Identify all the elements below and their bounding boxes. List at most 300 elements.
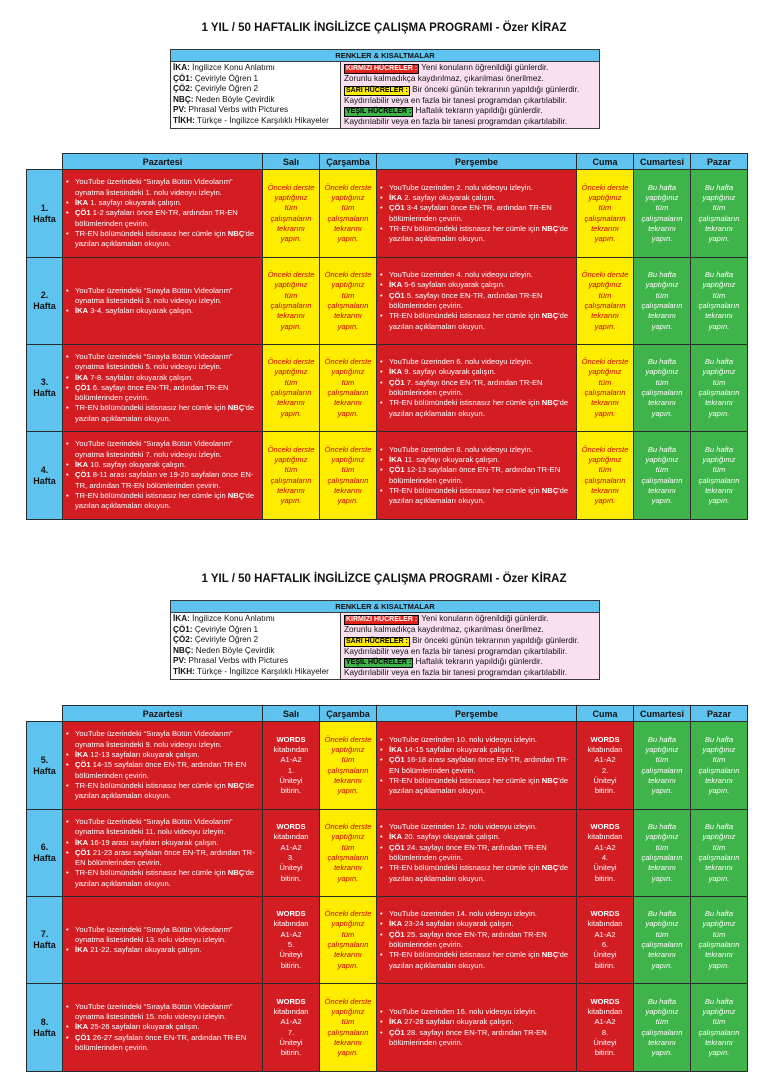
task-item — [66, 848, 259, 869]
cell-line: yaptığınız — [331, 744, 365, 754]
cell-line: çalışmaların — [698, 853, 740, 862]
week-number: 1. — [40, 202, 49, 213]
task-item — [380, 270, 573, 280]
week-row — [27, 170, 748, 258]
task-text: TR-EN bölümündeki istisnasız her cümle için — [389, 311, 542, 321]
cell-line: yapın. — [651, 873, 673, 883]
task-text: TR-EN bölümündeki istisnasız her cümle için — [75, 403, 228, 413]
task-item — [66, 838, 259, 848]
cell-line: tekrarını — [705, 775, 733, 785]
book-abbrev: ÇÖ1 — [389, 1027, 405, 1037]
cell-line: kitabından — [273, 744, 309, 754]
task-text: 'de yazılan açıklamaları okuyun. — [75, 228, 255, 249]
tuesday-cell — [263, 984, 320, 1072]
cell-line: tüm — [598, 203, 612, 213]
legend-body — [171, 613, 599, 679]
task-text: YouTube üzerindeki “Sırayla Bütün Videolarım” oynatma listesindeki 3. nolu videoyu izleyin. — [75, 285, 233, 305]
task-item — [380, 183, 573, 193]
saturday-cell — [634, 722, 691, 810]
cell-line: yapın. — [651, 786, 673, 796]
abbreviation-item — [173, 105, 338, 116]
cell-line: Önceki derste — [324, 734, 372, 744]
week-number: 6. — [40, 842, 49, 852]
task-text: 2. sayfayı okuyarak çalışın. — [402, 192, 496, 202]
week-label — [27, 432, 63, 520]
saturday-cell — [634, 258, 691, 345]
abbreviation-key: İKA: — [173, 614, 190, 623]
task-list — [380, 1007, 573, 1048]
words-title: WORDS — [276, 909, 306, 919]
sunday-cell — [691, 722, 748, 810]
wednesday-cell — [320, 345, 377, 432]
abbreviation-text: Neden Böyle Çevirdik — [193, 645, 275, 655]
cell-line: çalışmaların — [698, 213, 740, 223]
green-cells-note: Kaydırılabilir veya en fazla bir tanesi programdan çıkartılabilir. — [344, 117, 567, 127]
cell-line: tüm — [341, 465, 355, 475]
abbreviation-key: PV: — [173, 656, 187, 666]
abbreviation-key: ÇÖ2: — [173, 84, 193, 94]
task-text: TR-EN bölümündeki istisnasız her cümle için — [389, 863, 542, 873]
book-abbrev: NBÇ — [227, 403, 245, 413]
week-row — [27, 897, 748, 984]
task-item — [66, 177, 259, 198]
cell-line: tüm — [655, 377, 669, 387]
cell-line: kitabından — [587, 744, 623, 754]
book-abbrev: ÇÖ1 — [389, 377, 405, 387]
green-cells-note: Kaydırılabilir veya en fazla bir tanesi programdan çıkartılabilir. — [344, 668, 567, 678]
task-text: TR-EN bölümündeki istisnasız her cümle için — [389, 398, 542, 408]
saturday-cell — [634, 810, 691, 897]
cell-line: kitabından — [273, 919, 309, 929]
cell-line: yapın. — [651, 496, 673, 506]
book-abbrev: NBÇ — [541, 950, 559, 960]
task-item — [380, 755, 573, 776]
task-text: 24. sayfayı önce EN-TR, ardından TR-EN bölümlerinden çevirin. — [389, 842, 547, 862]
cell-line: yapın. — [594, 496, 616, 506]
day-header: Çarşamba — [320, 706, 377, 722]
cell-line: tekrarını — [648, 1037, 676, 1047]
task-text: TR-EN bölümündeki istisnasız her cümle için — [75, 490, 228, 500]
abbreviation-key: PV: — [173, 105, 187, 115]
cell-line: yapın. — [594, 321, 616, 331]
color-legend — [341, 62, 599, 128]
task-list — [380, 909, 573, 971]
wednesday-cell — [320, 897, 377, 984]
day-header: Cumartesi — [634, 706, 691, 722]
cell-line: yapın. — [337, 1048, 359, 1058]
cell-line: tekrarını — [334, 1037, 362, 1047]
book-abbrev: İKA — [389, 280, 403, 290]
cell-line: çalışmaların — [327, 765, 369, 775]
task-item — [66, 229, 259, 250]
day-header: Pazar — [691, 706, 748, 722]
task-list — [380, 270, 573, 332]
task-text: YouTube üzerinden 10. nolu videoyu izleyin. — [389, 734, 538, 744]
cell-line: tekrarını — [705, 863, 733, 873]
cell-line: yaptığınız — [645, 919, 679, 929]
unit-number: 2. — [601, 765, 609, 775]
task-text: 8-11 arası sayfaları ve 19-20 sayfaları önce EN-TR, ardından TR-EN bölümlerinden çevirin. — [75, 470, 254, 490]
cell-line: bitirin. — [594, 1048, 616, 1058]
cell-line: tüm — [655, 1017, 669, 1027]
task-text: 6. sayfayı önce EN-TR, ardından TR-EN bölümlerinden çevirin. — [75, 382, 229, 403]
book-abbrev: İKA — [389, 832, 403, 842]
cell-line: Üniteyi — [593, 775, 617, 785]
cell-line: tüm — [655, 842, 669, 852]
cell-line: tüm — [284, 465, 298, 475]
cell-line: Bu hafta — [704, 996, 734, 1006]
abbreviation-text: Çeviriyle Öğren 1 — [192, 73, 259, 83]
cell-line: çalışmaların — [327, 388, 369, 397]
week-label — [27, 810, 63, 897]
cell-line: yapın. — [280, 408, 302, 418]
yellow-cells-note: Kaydırılabilir veya en fazla bir tanesi programdan çıkartılabilir. — [344, 646, 567, 656]
cell-line: Önceki derste — [324, 182, 372, 192]
abbreviation-key: TİKH: — [173, 115, 195, 125]
cell-line: çalışmaların — [327, 1027, 369, 1037]
abbreviation-key: ÇÖ2: — [173, 635, 193, 645]
cell-line: tüm — [341, 203, 355, 213]
unit-number: 7. — [287, 1027, 295, 1037]
task-item — [66, 781, 259, 802]
book-abbrev: İKA — [389, 454, 403, 464]
cell-line: Üniteyi — [279, 863, 303, 873]
book-abbrev: ÇÖ1 — [75, 208, 91, 218]
abbreviation-item — [173, 625, 338, 636]
book-abbrev: NBÇ — [227, 868, 245, 878]
task-item — [66, 439, 259, 460]
cell-line: Önceki derste — [581, 270, 629, 280]
abbreviation-list — [171, 62, 341, 128]
task-item — [380, 311, 573, 332]
header-corner — [27, 154, 63, 170]
cell-line: yaptığınız — [645, 367, 679, 377]
book-abbrev: NBÇ — [227, 780, 245, 790]
abbreviation-item — [173, 667, 338, 678]
cell-line: çalışmaların — [698, 765, 740, 775]
cell-line: Önceki derste — [267, 444, 315, 454]
legend-box — [170, 49, 600, 129]
task-item — [66, 817, 259, 838]
day-header: Pazartesi — [63, 706, 263, 722]
task-text: TR-EN bölümündeki istisnasız her cümle için — [389, 950, 542, 960]
tuesday-cell — [263, 345, 320, 432]
tuesday-cell — [263, 170, 320, 258]
legend-header: RENKLER & KISALTMALAR — [171, 50, 599, 62]
book-abbrev: İKA — [75, 750, 89, 760]
page-title: 1 YIL / 50 HAFTALIK İNGİLİZCE ÇALIŞMA PROGRAMI - Özer KİRAZ — [201, 573, 567, 585]
task-list — [66, 817, 259, 889]
cell-line: çalışmaların — [641, 1027, 683, 1037]
cell-line: tüm — [712, 842, 726, 852]
thursday-cell — [377, 170, 577, 258]
monday-cell — [63, 170, 263, 258]
book-abbrev: NBÇ — [541, 863, 559, 873]
yellow-cells-text: Bir önceki günün tekrarının yapıldığı günlerdir. — [409, 84, 580, 94]
sunday-cell — [691, 897, 748, 984]
cell-line: tekrarını — [334, 311, 362, 321]
unit-number: 8. — [601, 1027, 609, 1037]
book-abbrev: NBÇ — [541, 223, 559, 233]
cell-line: yaptığınız — [588, 280, 622, 290]
book-abbrev: ÇÖ1 — [389, 290, 405, 300]
cell-line: tüm — [712, 465, 726, 475]
task-list — [380, 357, 573, 419]
thursday-cell — [377, 258, 577, 345]
cell-line: tüm — [655, 203, 669, 213]
wednesday-cell — [320, 432, 377, 520]
book-abbrev: NBÇ — [541, 485, 559, 495]
cell-line: tekrarını — [334, 398, 362, 408]
cell-line: yaptığınız — [702, 280, 736, 290]
task-item — [380, 745, 573, 755]
task-item — [380, 398, 573, 419]
task-item — [380, 832, 573, 842]
cell-line: tekrarını — [648, 223, 676, 233]
cell-line: tüm — [712, 1017, 726, 1027]
header-corner — [27, 706, 63, 722]
wednesday-cell — [320, 258, 377, 345]
task-item — [380, 203, 573, 224]
task-list — [66, 177, 259, 249]
cell-line: Önceki derste — [581, 182, 629, 192]
cell-line: bitirin. — [280, 786, 302, 796]
cell-line: yapın. — [337, 786, 359, 796]
cell-line: tüm — [712, 377, 726, 387]
cell-line: Önceki derste — [324, 822, 372, 832]
page-title: 1 YIL / 50 HAFTALIK İNGİLİZCE ÇALIŞMA PROGRAMI - Özer KİRAZ — [201, 22, 567, 34]
cell-line: Bu hafta — [647, 909, 677, 919]
day-header: Salı — [263, 154, 320, 170]
cell-line: kitabından — [587, 1006, 623, 1016]
cell-line: çalışmaların — [641, 213, 683, 223]
legend-box — [170, 600, 600, 680]
color-legend — [341, 613, 599, 679]
cell-line: yapın. — [280, 234, 302, 244]
task-text: YouTube üzerinden 12. nolu videoyu izleyin. — [389, 822, 538, 832]
task-text: 9. sayfayı okuyarak çalışın. — [402, 367, 496, 377]
yellow-cells-tag: SARI HÜCRELER : — [346, 637, 408, 645]
day-header: Pazartesi — [63, 154, 263, 170]
cell-line: çalışmaların — [698, 475, 740, 485]
abbreviation-text: Türkçe - İngilizce Karşılıklı Hikayeler — [194, 666, 329, 676]
cell-line: yapın. — [651, 960, 673, 970]
cell-line: tüm — [655, 929, 669, 939]
thursday-cell — [377, 984, 577, 1072]
cell-line: Bu hafta — [704, 357, 734, 367]
task-item — [380, 863, 573, 884]
task-item — [66, 403, 259, 424]
cell-line: çalışmaların — [327, 940, 369, 949]
words-title: WORDS — [276, 734, 306, 744]
color-legend-green — [344, 657, 596, 668]
task-text: 'de yazılan açıklamaları okuyun. — [389, 485, 569, 506]
thursday-cell — [377, 810, 577, 897]
book-abbrev: ÇÖ1 — [389, 842, 405, 852]
header-row — [27, 706, 748, 722]
task-list — [380, 183, 573, 245]
abbreviation-key: NBÇ: — [173, 94, 194, 104]
monday-cell — [63, 984, 263, 1072]
cell-line: yaptığınız — [274, 280, 308, 290]
day-header: Perşembe — [377, 154, 577, 170]
cell-line: kitabından — [587, 832, 623, 842]
monday-cell — [63, 897, 263, 984]
task-item — [66, 383, 259, 404]
task-text: YouTube üzerinden 8. nolu videoyu izleyin. — [389, 444, 533, 454]
cell-line: çalışmaların — [270, 388, 312, 397]
cell-line: Önceki derste — [324, 909, 372, 919]
task-item — [380, 919, 573, 929]
week-word: Hafta — [33, 301, 56, 311]
task-item — [66, 198, 259, 208]
abbreviation-list — [171, 613, 341, 679]
week-row — [27, 722, 748, 810]
abbreviation-text: Çeviriyle Öğren 2 — [192, 635, 259, 645]
task-item — [380, 291, 573, 312]
words-title: WORDS — [590, 996, 620, 1006]
task-text: 21-22. sayfaları okuyarak çalışın. — [88, 945, 202, 955]
task-text: 3-4. sayfaları okuyarak çalışın. — [88, 306, 194, 316]
legend-header: RENKLER & KISALTMALAR — [171, 601, 599, 613]
abbreviation-item — [173, 614, 338, 625]
cell-line: tekrarını — [705, 398, 733, 408]
task-item — [380, 357, 573, 367]
book-abbrev: İKA — [75, 198, 89, 208]
cell-line: yaptığınız — [702, 367, 736, 377]
cell-line: yaptığınız — [331, 919, 365, 929]
cell-line: yapın. — [337, 496, 359, 506]
color-legend-green — [344, 106, 596, 117]
cell-line: yapın. — [337, 321, 359, 331]
abbreviation-item — [173, 646, 338, 657]
task-item — [380, 909, 573, 919]
cell-line: Bu hafta — [647, 734, 677, 744]
cell-line: kitabından — [273, 1006, 309, 1016]
cell-line: çalışmaların — [584, 475, 626, 485]
task-item — [66, 729, 259, 750]
abbreviation-item — [173, 74, 338, 85]
cell-line: Önceki derste — [324, 444, 372, 454]
day-header: Salı — [263, 706, 320, 722]
cell-line: tüm — [341, 755, 355, 765]
task-text: 5-6 sayfaları okuyarak çalışın. — [402, 280, 506, 290]
task-item — [380, 950, 573, 971]
abbreviation-key: TİKH: — [173, 666, 195, 676]
saturday-cell — [634, 345, 691, 432]
cell-line: Bu hafta — [704, 822, 734, 832]
task-text: YouTube üzerinden 2. nolu videoyu izleyin. — [389, 182, 533, 192]
book-abbrev: İKA — [75, 306, 89, 316]
task-text: 26-27 sayfaları önce EN-TR, ardından TR-EN bölümlerinden çevirin. — [75, 1032, 247, 1052]
abbreviation-text: Çeviriyle Öğren 2 — [192, 84, 259, 94]
task-list — [380, 822, 573, 884]
task-item — [66, 925, 259, 946]
cell-line: tüm — [712, 290, 726, 300]
week-row — [27, 345, 748, 432]
wednesday-cell — [320, 810, 377, 897]
cell-line: yaptığınız — [331, 192, 365, 202]
task-text: YouTube üzerinden 6. nolu videoyu izleyin. — [389, 357, 533, 367]
abbreviation-key: NBÇ: — [173, 645, 194, 655]
week-label — [27, 984, 63, 1072]
wednesday-cell — [320, 722, 377, 810]
cell-line: çalışmaların — [698, 301, 740, 310]
cell-line: tekrarını — [705, 485, 733, 495]
book-abbrev: ÇÖ1 — [75, 470, 91, 480]
cell-line: tüm — [712, 203, 726, 213]
friday-cell — [577, 810, 634, 897]
task-item — [380, 1028, 573, 1049]
book-abbrev: ÇÖ1 — [389, 465, 405, 475]
day-header: Cumartesi — [634, 154, 691, 170]
wednesday-cell — [320, 170, 377, 258]
task-item — [66, 306, 259, 316]
week-label — [27, 258, 63, 345]
abbreviation-item — [173, 95, 338, 106]
cell-line: yaptığınız — [588, 192, 622, 202]
book-abbrev: NBÇ — [541, 311, 559, 321]
cell-line: Önceki derste — [267, 357, 315, 367]
cell-line: yapın. — [708, 960, 730, 970]
cell-line: tüm — [284, 203, 298, 213]
task-text: 16-19 arası sayfaları okuyarak çalışın. — [88, 837, 219, 847]
cell-line: tüm — [712, 929, 726, 939]
unit-number: 5. — [287, 940, 295, 949]
task-text: YouTube üzerindeki “Sırayla Bütün Videolarım” oynatma listesindeki 7. nolu videoyu izleyin. — [75, 439, 233, 459]
day-header: Cuma — [577, 706, 634, 722]
cell-line: çalışmaların — [641, 853, 683, 862]
book-abbrev: ÇÖ1 — [75, 1032, 91, 1042]
schedule-table — [26, 705, 748, 1072]
task-text: 23-24 sayfaları okuyarak çalışın. — [402, 919, 514, 929]
cell-line: tüm — [341, 842, 355, 852]
abbreviation-text: Neden Böyle Çevirdik — [193, 94, 275, 104]
cell-line: çalışmaların — [698, 388, 740, 397]
cell-line: A1-A2 — [280, 755, 302, 765]
task-item — [380, 465, 573, 486]
cell-line: tüm — [598, 290, 612, 300]
cell-line: A1-A2 — [280, 1017, 302, 1027]
cell-line: yapın. — [708, 496, 730, 506]
cell-line: çalışmaların — [327, 475, 369, 485]
book-abbrev: İKA — [389, 367, 403, 377]
task-text: 'de yazılan açıklamaları okuyun. — [75, 403, 255, 423]
cell-line: yaptığınız — [588, 367, 622, 377]
cell-line: tüm — [655, 755, 669, 765]
task-item — [66, 352, 259, 373]
cell-line: yaptığınız — [645, 192, 679, 202]
week-word: Hafta — [33, 1027, 56, 1038]
task-text: 25. sayfayı önce EN-TR, ardından TR-EN bölümlerinden çevirin. — [389, 929, 547, 949]
cell-line: A1-A2 — [280, 929, 302, 939]
cell-line: tekrarını — [334, 950, 362, 960]
thursday-cell — [377, 722, 577, 810]
book-abbrev: ÇÖ1 — [75, 760, 91, 770]
task-text: 'de yazılan açıklamaları okuyun. — [389, 223, 569, 244]
cell-line: tüm — [284, 377, 298, 387]
task-item — [380, 1017, 573, 1027]
book-abbrev: ÇÖ1 — [389, 203, 405, 213]
unit-number: 3. — [287, 853, 295, 862]
week-number: 3. — [40, 377, 49, 387]
cell-line: çalışmaların — [270, 301, 312, 310]
abbreviation-item — [173, 63, 338, 74]
friday-cell — [577, 345, 634, 432]
task-text: 7. sayfayı önce EN-TR, ardından TR-EN bölümlerinden çevirin. — [389, 377, 543, 397]
task-item — [380, 455, 573, 465]
cell-line: çalışmaların — [641, 475, 683, 485]
